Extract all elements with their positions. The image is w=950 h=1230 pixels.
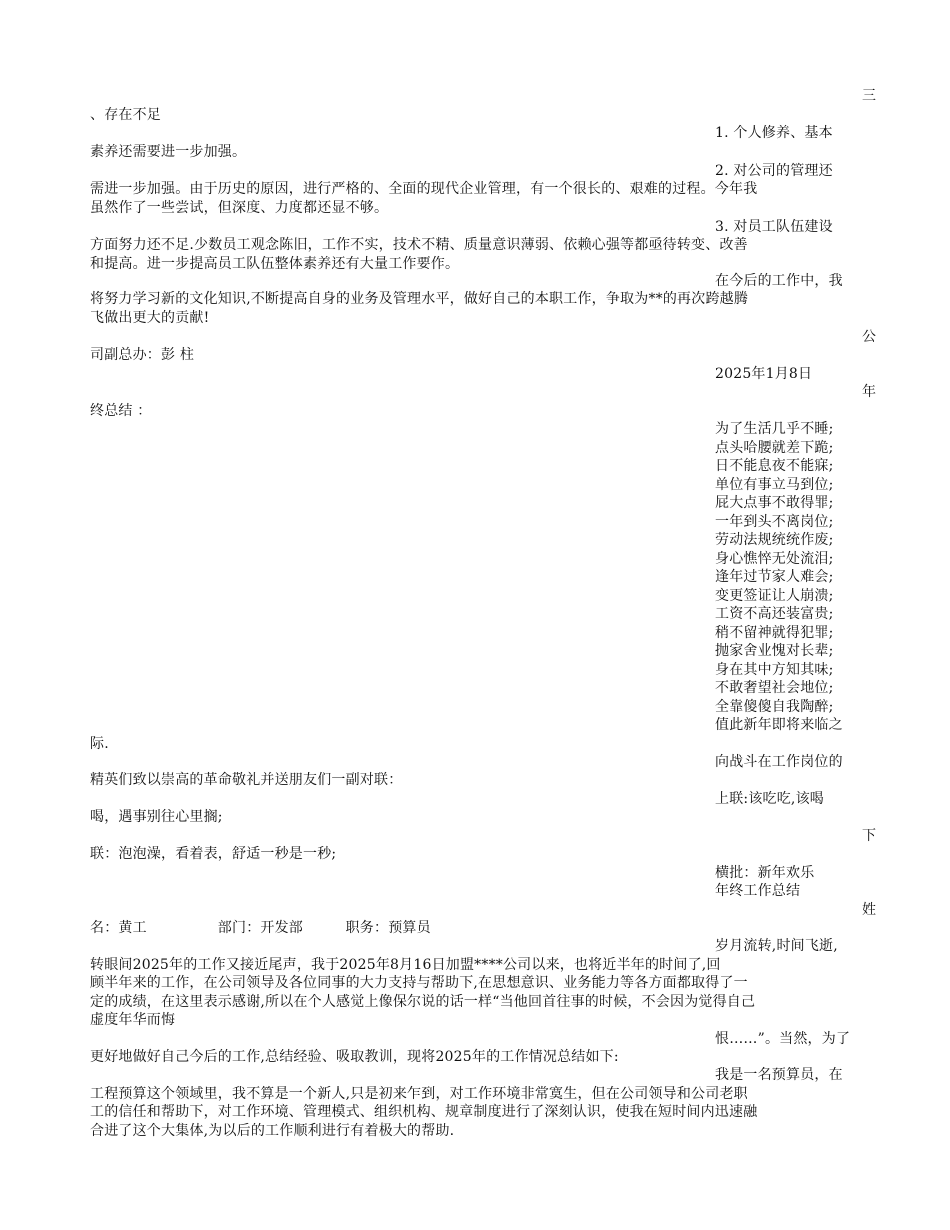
- text-line: 工资不高还装富贵;: [715, 606, 834, 622]
- text-line: 不敢奢望社会地位;: [715, 680, 834, 696]
- text-line: 横批：新年欢乐: [715, 865, 815, 881]
- text-line: 值此新年即将来临之: [715, 717, 843, 733]
- text-line: 联：泡泡澡，看着表，舒适一秒是一秒;: [90, 846, 337, 862]
- text-line: 年: [862, 384, 877, 400]
- text-line: 虽然作了一些尝试，但深度、力度都还显不够。: [90, 200, 389, 216]
- text-line: 劳动法规统统作废;: [715, 532, 834, 548]
- text-line: 终总结 ：: [90, 403, 152, 419]
- text-line: 1. 个人修养、基本: [715, 125, 833, 141]
- text-line: 方面努力还不足.少数员工观念陈旧，工作不实，技术不精、质量意识薄弱、依赖心强等都亟待转变、改善: [90, 237, 748, 253]
- text-line: 恨……”。当然，为了: [715, 1031, 851, 1047]
- text-line: 合进了这个大集体,为以后的工作顺利进行有着极大的帮助.: [90, 1123, 455, 1139]
- text-line: 素养还需要进一步加强。: [90, 144, 247, 160]
- text-line: 单位有事立马到位;: [715, 477, 834, 493]
- text-line: 工程预算这个领域里，我不算是一个新人,只是初来乍到，对工作环境非常寞生，但在公司领导和公司老职: [90, 1086, 748, 1102]
- text-line: 定的成绩，在这里表示感谢,所以在个人感觉上像保尔说的话一样“当他回首往事的时候，不会因为觉得自己: [90, 994, 756, 1010]
- text-line: 公: [862, 329, 877, 345]
- text-line: 3. 对员工队伍建设: [715, 219, 833, 235]
- text-line: 在今后的工作中，我: [715, 273, 843, 289]
- text-line: 屁大点事不敢得罪;: [715, 495, 834, 511]
- text-line: 司副总办：彭 柱: [90, 347, 195, 363]
- text-line: 需进一步加强。由于历史的原因，进行严格的、全面的现代企业管理，有一个很长的、艰难的过程。今年我: [90, 181, 758, 197]
- text-line: 精英们致以崇高的革命敬礼并送朋友们一副对联：: [90, 772, 403, 788]
- text-line: 喝，遇事别往心里搁;: [90, 809, 223, 825]
- text-line: 际.: [90, 736, 109, 752]
- text-line: 抛家舍业愧对长辈;: [715, 643, 834, 659]
- text-line: 稍不留神就得犯罪;: [715, 625, 834, 641]
- text-line: 上联:该吃吃,该喝: [715, 791, 824, 807]
- text-line: 下: [862, 828, 877, 844]
- text-line: 更好地做好自己今后的工作,总结经验、吸取教训，现将2025年的工作情况总结如下:: [90, 1049, 619, 1065]
- text-line: 、存在不足: [90, 107, 161, 123]
- text-line: 飞做出更大的贡献!: [90, 310, 210, 326]
- text-line: 姓: [862, 902, 877, 918]
- text-line: 身在其中方知其味;: [715, 662, 834, 678]
- text-line: 日不能息夜不能寐;: [715, 458, 834, 474]
- text-line: 虚度年华而悔: [90, 1012, 176, 1028]
- text-line: 一年到头不离岗位;: [715, 514, 834, 530]
- text-line: 身心憔悴无处流泪;: [715, 551, 834, 567]
- text-line: 和提高。进一步提高员工队伍整体素养还有大量工作要作。: [90, 256, 460, 272]
- text-line: 向战斗在工作岗位的: [715, 754, 843, 770]
- text-line: 变更签证让人崩溃;: [715, 588, 834, 604]
- text-line: 全靠傻傻自我陶醉;: [715, 699, 834, 715]
- text-line: 顾半年来的工作，在公司领导及各位同事的大力支持与帮助下,在思想意识、业务能力等各方面都取得了一: [90, 975, 748, 991]
- text-line: 岁月流转,时间飞逝,: [715, 938, 838, 954]
- text-line: 点头哈腰就差下跪;: [715, 440, 834, 456]
- text-line: 将努力学习新的文化知识,不断提高自身的业务及管理水平，做好自己的本职工作，争取为**的再次跨越腾: [90, 291, 749, 307]
- text-line: 转眼间2025年的工作又接近尾声，我于2025年8月16日加盟****公司以来，也将近半年的时间了,回: [90, 957, 721, 973]
- text-line: 为了生活几乎不睡;: [715, 421, 834, 437]
- text-line: 工的信任和帮助下，对工作环境、管理模式、组织机构、规章制度进行了深刻认识，使我在短时间内迅速融: [90, 1104, 758, 1120]
- text-line: 2025年1月8日: [715, 366, 813, 382]
- text-line: 三: [862, 88, 877, 104]
- text-line: 2. 对公司的管理还: [715, 163, 833, 179]
- text-line: 年终工作总结: [715, 883, 801, 899]
- text-line: 逢年过节家人难会;: [715, 569, 834, 585]
- text-line: 我是一名预算员，在: [715, 1067, 843, 1083]
- text-line: 名：黄工 部门：开发部 职务：预算员: [90, 920, 431, 936]
